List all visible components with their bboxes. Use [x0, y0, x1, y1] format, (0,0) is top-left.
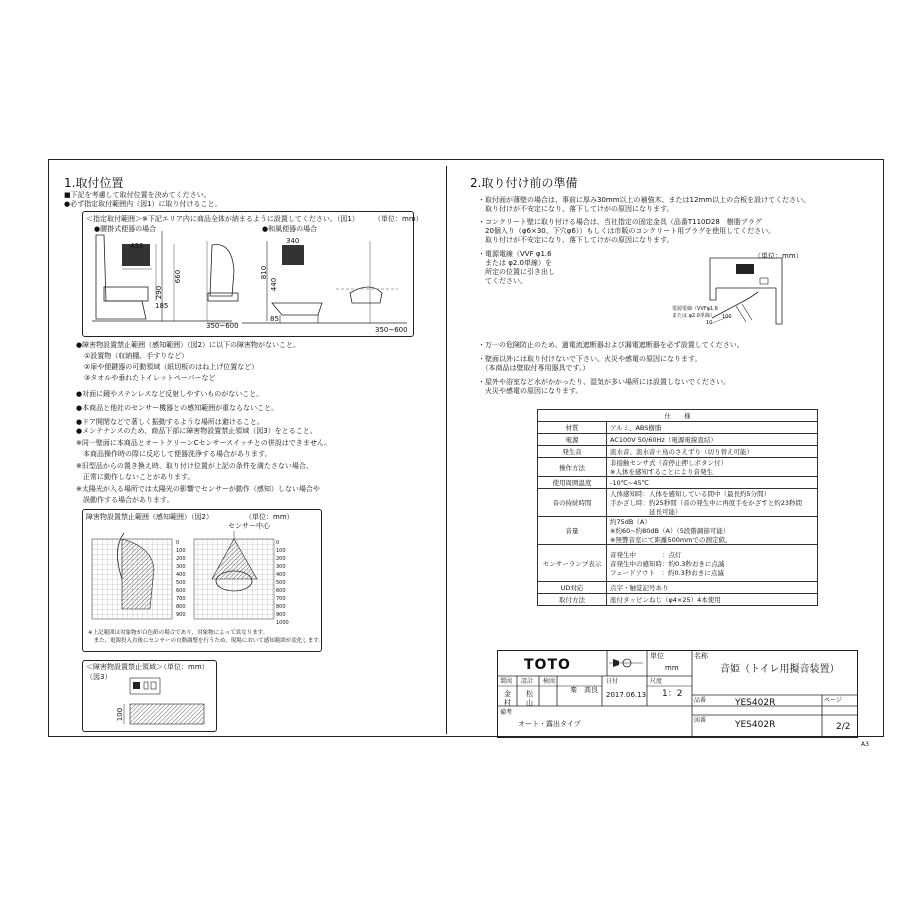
tick-label: 600	[276, 588, 286, 594]
spec-value: ※約60~約80dB（A）（5段階調節可能）	[610, 527, 730, 535]
spec-key: 取付方法	[538, 594, 607, 606]
page-number: 2/2	[836, 722, 851, 732]
fig1-right-title: ●和風便器の場合	[262, 225, 318, 233]
dim-label: 290	[155, 285, 164, 300]
wire-figure-dim: 10	[706, 320, 713, 326]
wire-text: てください。	[478, 277, 527, 285]
section-heading-2: 2.取り付け前の準備	[470, 176, 578, 190]
warning-line: ・屋外や浴室など水がかかったり、湿気が多い場所には設置しないでください。	[478, 378, 730, 386]
section-heading-1: 1.取付位置	[64, 176, 124, 190]
spec-key: 発生音	[538, 446, 607, 458]
dim-label: 440	[270, 277, 279, 292]
note-line: 正常に動作しないことがあります。	[76, 473, 195, 481]
wire-figure	[640, 250, 790, 340]
dim-label: 810	[260, 265, 269, 280]
obstacles-title: ●障害物設置禁止範囲（感知範囲）（図2）に以下の障害物がないこと。	[76, 341, 301, 349]
date-value: 2017.06.13	[606, 691, 647, 699]
spec-title: 仕 様	[538, 410, 818, 422]
note-line: ●ドア開閉などで著しく振動するような場所は避けること。	[76, 418, 264, 426]
product-label: 品番	[694, 697, 707, 704]
tick-label: 700	[276, 596, 286, 602]
tick-label: 400	[176, 572, 186, 578]
fig1-left-title: ●腰掛式便器の場合	[94, 225, 157, 233]
wire-figure-unit: （単位：mm）	[754, 252, 803, 260]
fig3-label: （図3）	[86, 673, 112, 681]
page-label: ページ	[824, 697, 842, 704]
tick-label: 500	[176, 580, 186, 586]
warning-line: 火災や感電の原因になります。	[478, 387, 583, 395]
remarks-label: 備考	[500, 709, 513, 716]
dim-label: 85	[270, 315, 279, 323]
spec-key: 電源	[538, 434, 607, 446]
wire-figure-dim: 100	[722, 314, 732, 320]
note-line: ※同一壁面に本商品とオートクリーンCセンサースイッチとの併設はできません。	[76, 439, 332, 447]
toto-logo: TOTO	[524, 657, 571, 673]
note-line: 誤動作する場合があります。	[76, 496, 174, 504]
spec-value: 点字・触覚記号あり	[607, 582, 818, 594]
spec-value: アルミ、ABS樹脂	[607, 422, 818, 434]
tick-label: 200	[276, 556, 286, 562]
fig1-caption: ＜指定取付範囲＞※下記エリア内に商品全体が納まるように設置してください。（図1）	[86, 215, 359, 223]
fig3-dim: 100	[116, 707, 125, 722]
person-name: 松山	[526, 690, 533, 707]
tick-label: 200	[176, 556, 186, 562]
obstacle-item: ②扉や便鍵器の可動領域（紙切板のはね上げ位置など）	[84, 363, 259, 371]
spec-key: UD対応	[538, 582, 607, 594]
spec-value: 音発生中の感知時：約0.3秒おきに点滅	[610, 559, 725, 568]
spec-row	[538, 458, 818, 477]
role-label: 検図	[543, 678, 556, 685]
note-line: ※太陽光が入る場所では太陽光の影響でセンサーが動作（感知）しない場合や	[76, 485, 320, 493]
dim-label: 660	[174, 269, 183, 284]
wire-text: 所定の位置に引き出し	[478, 268, 555, 276]
spec-key: 使用周囲温度	[538, 477, 607, 489]
spec-value: ※人体を感知することにより音発生	[610, 468, 713, 476]
spec-key: 音量	[538, 517, 607, 545]
spec-value: 人体感知時：人体を感知している間中（最長約5分間）	[610, 490, 771, 498]
intro-line: ●必ず指定取付範囲内（図1）に取り付けること。	[64, 200, 222, 208]
prep-paragraph: 取り付けが不安定になり、落下してけがの原因になります。	[478, 236, 674, 244]
spec-value: AC100V 50/60Hz（電源電線直結）	[607, 434, 818, 446]
warning-line: （本商品は壁取付専用器具です。）	[478, 364, 590, 372]
spec-row	[538, 582, 818, 594]
spec-value: 座付タッピンねじ（φ4×25）4本使用	[607, 594, 818, 606]
note-line: 本商品操作時の際に反応して便器洗浄する場合があります。	[76, 450, 272, 458]
fig2-caption: 障害物設置禁止範囲（感知範囲）（図2）	[86, 513, 213, 521]
tick-label: 300	[276, 564, 286, 570]
fig2-note: ※上記範囲は対象物が白色紙の場合であり、対象物によって異なります。	[88, 630, 269, 636]
name-label: 名称	[694, 652, 708, 660]
spec-key: 材質	[538, 422, 607, 434]
wire-figure-label: または φ2.0単線）	[672, 313, 715, 319]
remarks-value: オート・露出タイプ	[518, 720, 581, 728]
spec-value: 約75dB（A）	[610, 518, 651, 526]
spec-value: 非接触センサ式（音停止押しボタン付）	[610, 459, 727, 467]
product-value: YES402R	[735, 698, 776, 708]
dim-label: 185	[155, 302, 169, 310]
note-line: ●本商品と他社のセンサー機器との感知範囲が重ならないこと。	[76, 404, 279, 412]
spec-key: センサーランプ表示	[538, 545, 607, 582]
tick-label: 300	[176, 564, 186, 570]
spec-value: 手かざし時：約25秒間（音の発生中に再度手をかざすと約23秒間	[610, 499, 803, 507]
spec-row	[538, 422, 818, 434]
fig3-drawing	[82, 660, 217, 732]
role-label: 製図	[500, 678, 513, 685]
spec-value: 延長可能）	[610, 508, 682, 516]
spec-value: ※無響音室にて距離500mmでの測定値。	[610, 536, 732, 544]
spec-row	[538, 545, 818, 582]
spec-row	[538, 434, 818, 446]
note-line: ※旧型品からの置き換え時、取り付け位置が上記の条件を満たさない場合、	[76, 462, 313, 470]
spec-key: 操作方法	[538, 458, 607, 477]
tick-label: 500	[276, 580, 286, 586]
obstacle-item: ③タオルや垂れたトイレットペーパーなど	[84, 374, 216, 382]
tick-label: 400	[276, 572, 286, 578]
dim-label: 433	[130, 242, 144, 250]
unit-label: 単位	[650, 652, 664, 660]
warning-line: ・壁面以外には取り付けないで下さい。火災や感電の原因になります。	[478, 355, 702, 363]
prep-paragraph: ・コンクリート壁に取り付ける場合は、当社指定の固定金具（品番T110D28 樹脂プラグ	[478, 218, 762, 226]
dim-label: 340	[286, 237, 300, 245]
tick-label: 700	[176, 596, 186, 602]
fig1-unit: （単位：mm）	[374, 215, 423, 223]
note-line: ●対面に鏡やステンレスなど反射しやすいものがないこと。	[76, 390, 264, 398]
dim-label: 350~600	[206, 322, 239, 330]
spec-row	[538, 477, 818, 489]
fig3-caption: ＜障害物設置禁止領域＞	[86, 663, 163, 671]
fig2-right-ticks	[276, 539, 289, 627]
paper-size: A3	[861, 741, 869, 748]
spec-table	[537, 409, 818, 606]
fig2-note: また、電源投入直後にセンサーの自動調整を行うため、現場において感知範囲が変化します。	[88, 638, 324, 644]
tick-label: 1000	[276, 620, 289, 626]
scale-label: 尺度	[650, 678, 663, 685]
prep-paragraph: 取り付けが不安定になり、落下してけがの原因になります。	[478, 205, 674, 213]
wire-text: または φ2.0単線）を	[478, 259, 552, 267]
tick-label: 800	[276, 604, 286, 610]
note-line: ●メンテナンスのため、商品下部に障害物設置禁止領域（図3）をとること。	[76, 427, 317, 435]
dim-label: 350~600	[375, 326, 408, 334]
spec-row	[538, 446, 818, 458]
prep-paragraph: 20個入り（φ6×30、下穴φ6））もしくは市販のコンクリート用プラグを使用してください。	[478, 227, 776, 235]
spec-key: 音の持続時間	[538, 489, 607, 517]
role-label: 設計	[521, 678, 534, 685]
fig3-unit: （単位：mm）	[160, 663, 209, 671]
wire-text: ・電源電線（VVF φ1.6	[478, 250, 552, 258]
fig2-left-ticks	[176, 539, 186, 619]
spec-value: 流水音、流水音＋鳥のさえずり（切り替え可能）	[607, 446, 818, 458]
date-label: 日付	[606, 678, 619, 685]
fig1-drawing	[82, 211, 414, 337]
tick-label: 100	[276, 548, 286, 554]
unit-value: mm	[665, 664, 679, 672]
spec-row	[538, 594, 818, 606]
tick-label: 600	[176, 588, 186, 594]
intro-line: ■下記を考慮して取付位置を決めてください。	[64, 191, 211, 199]
drawing-number-label: 図番	[694, 717, 707, 724]
scale-value: 1：2	[662, 689, 683, 699]
prep-paragraph: ・取付面が薄壁の場合は、事前に厚み30mm以上の補強木、または12mm以上の合板を設けてください。	[478, 196, 811, 204]
tick-label: 900	[276, 612, 286, 618]
obstacle-item: ①設置物（収納棚、手すりなど）	[84, 352, 189, 360]
spec-row	[538, 489, 818, 517]
name-value: 音姫（トイレ用擬音装置）	[720, 664, 840, 675]
person-name: 金村	[504, 690, 511, 707]
fig2-unit: （単位：mm）	[245, 513, 294, 521]
sensor-center-label: センサー中心	[228, 522, 270, 530]
center-divider	[446, 166, 447, 734]
tick-label: 0	[276, 540, 280, 546]
spec-value: フェードアウト ：約0.3秒おきに点滅	[610, 568, 724, 577]
tick-label: 900	[176, 612, 186, 618]
drawing-number-value: YES402R	[735, 720, 776, 730]
warning-line: ・万一の危険防止のため、過電流遮断器および漏電遮断器を必ず設置してください。	[478, 341, 744, 349]
tick-label: 100	[176, 548, 186, 554]
spec-row	[538, 517, 818, 545]
tick-label: 800	[176, 604, 186, 610]
spec-value: 音発生中 ：点灯	[610, 550, 682, 559]
person-name: 秦 高良	[570, 686, 598, 694]
spec-value: -10℃~45℃	[607, 477, 818, 489]
tick-label: 0	[176, 540, 180, 546]
wire-figure-label: 電源電線（VVFφ1.6	[672, 306, 718, 312]
